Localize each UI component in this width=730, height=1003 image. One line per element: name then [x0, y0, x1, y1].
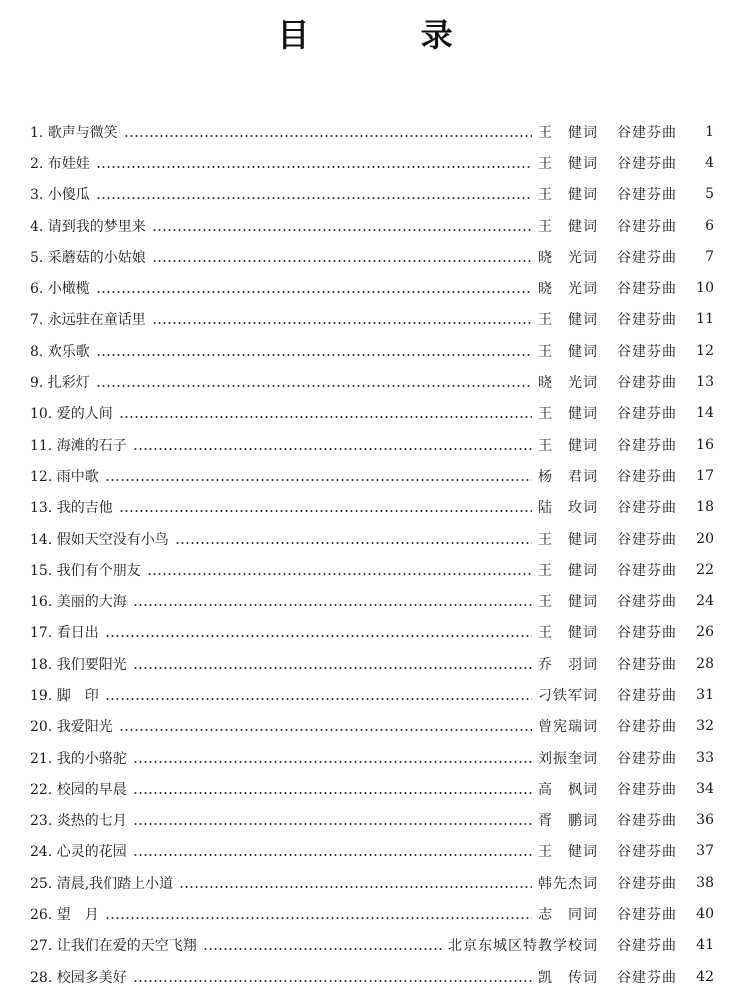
toc-entry-composer: 谷建芬曲 — [617, 969, 677, 986]
toc-entry-page-number: 28 — [696, 655, 714, 672]
toc-entry-lyricist: 王 健词 — [538, 406, 598, 423]
toc-entry-composer: 谷建芬曲 — [617, 625, 677, 642]
toc-entry-page-number: 20 — [696, 530, 714, 547]
toc-entry-lyricist: 乔 羽词 — [538, 656, 598, 673]
toc-entry[interactable] — [30, 210, 714, 241]
toc-entry-page-number: 24 — [696, 593, 714, 610]
toc-entry-page-number: 10 — [696, 280, 714, 297]
toc-entry-page-number: 42 — [696, 968, 714, 985]
toc-entry-title: 28. 校园多美好 — [30, 969, 127, 986]
toc-entry-page-number: 37 — [696, 843, 714, 860]
toc-entry-composer: 谷建芬曲 — [617, 531, 677, 548]
dot-leader — [203, 948, 442, 950]
toc-entry-composer: 谷建芬曲 — [617, 687, 677, 704]
toc-entry-title: 17. 看日出 — [30, 625, 99, 642]
toc-entry-composer: 谷建芬曲 — [617, 719, 677, 736]
toc-entry[interactable] — [30, 116, 714, 147]
toc-entry-page-number: 1 — [705, 123, 714, 140]
toc-entry-composer: 谷建芬曲 — [617, 938, 677, 955]
toc-entry-page-number: 16 — [696, 436, 714, 453]
toc-entry-title: 25. 清晨,我们踏上小道 — [30, 875, 174, 892]
toc-entry-title: 2. 布娃娃 — [30, 155, 90, 172]
toc-entry-title: 9. 扎彩灯 — [30, 375, 90, 392]
toc-entry-composer: 谷建芬曲 — [617, 124, 677, 141]
toc-entry-composer: 谷建芬曲 — [617, 500, 677, 517]
toc-entry-page-number: 41 — [696, 937, 714, 954]
toc-entry-lyricist: 北京东城区特教学校词 — [448, 938, 598, 955]
toc-entry-lyricist: 韩先杰词 — [538, 875, 598, 892]
toc-entry-lyricist: 王 健词 — [538, 124, 598, 141]
toc-entry-lyricist: 王 健词 — [538, 343, 598, 360]
table-of-contents — [30, 116, 714, 992]
toc-entry-lyricist: 王 健词 — [538, 531, 598, 548]
toc-entry-page-number: 14 — [696, 405, 714, 422]
toc-entry-title: 15. 我们有个朋友 — [30, 562, 141, 579]
toc-entry[interactable] — [30, 930, 714, 961]
page-title: 目 录 — [277, 16, 503, 54]
toc-entry-title: 27. 让我们在爱的天空飞翔 — [30, 938, 197, 955]
toc-entry[interactable] — [30, 617, 714, 648]
toc-entry-lyricist: 晓 光词 — [538, 249, 598, 266]
toc-entry-title: 4. 请到我的梦里来 — [30, 218, 146, 235]
toc-entry-title: 21. 我的小骆驼 — [30, 750, 127, 767]
toc-entry-lyricist: 王 健词 — [538, 625, 598, 642]
toc-entry-lyricist: 曾宪瑞词 — [538, 719, 598, 736]
toc-entry[interactable] — [30, 742, 714, 773]
toc-entry-page-number: 32 — [696, 718, 714, 735]
toc-entry-title: 11. 海滩的石子 — [30, 437, 127, 454]
toc-entry-composer: 谷建芬曲 — [617, 907, 677, 924]
toc-entry-composer: 谷建芬曲 — [617, 281, 677, 298]
toc-entry[interactable] — [30, 272, 714, 303]
toc-entry-page-number: 40 — [696, 906, 714, 923]
toc-entry-composer: 谷建芬曲 — [617, 187, 677, 204]
toc-entry-title-group — [30, 935, 442, 955]
toc-entry-composer: 谷建芬曲 — [617, 218, 677, 235]
toc-entry[interactable] — [30, 836, 714, 867]
toc-entry[interactable] — [30, 773, 714, 804]
toc-entry[interactable] — [30, 147, 714, 178]
toc-entry-composer: 谷建芬曲 — [617, 562, 677, 579]
toc-entry-composer: 谷建芬曲 — [617, 312, 677, 329]
toc-entry-lyricist: 王 健词 — [538, 218, 598, 235]
toc-entry-lyricist: 王 健词 — [538, 187, 598, 204]
toc-entry[interactable] — [30, 429, 714, 460]
toc-entry-lyricist: 王 健词 — [538, 155, 598, 172]
toc-entry-composer: 谷建芬曲 — [617, 343, 677, 360]
toc-entry-composer: 谷建芬曲 — [617, 781, 677, 798]
toc-entry[interactable] — [30, 366, 714, 397]
toc-entry-composer: 谷建芬曲 — [617, 249, 677, 266]
toc-entry-composer: 谷建芬曲 — [617, 406, 677, 423]
toc-entry-page-number: 5 — [705, 186, 714, 203]
toc-entry-composer: 谷建芬曲 — [617, 750, 677, 767]
toc-entry-page-number: 17 — [696, 467, 714, 484]
toc-entry-title: 12. 雨中歌 — [30, 468, 99, 485]
toc-entry[interactable] — [30, 523, 714, 554]
toc-entry-title: 19. 脚 印 — [30, 687, 99, 704]
toc-entry-page-number: 38 — [696, 874, 714, 891]
toc-entry[interactable] — [30, 679, 714, 710]
toc-entry[interactable] — [30, 179, 714, 210]
toc-entry-lyricist: 王 健词 — [538, 437, 598, 454]
toc-entry[interactable] — [30, 648, 714, 679]
toc-entry[interactable] — [30, 961, 714, 992]
toc-entry-composer: 谷建芬曲 — [617, 437, 677, 454]
toc-entry[interactable] — [30, 867, 714, 898]
toc-entry-composer: 谷建芬曲 — [617, 875, 677, 892]
toc-entry-title: 20. 我爱阳光 — [30, 719, 113, 736]
toc-entry-composer: 谷建芬曲 — [617, 468, 677, 485]
toc-entry-page-number: 26 — [696, 624, 714, 641]
toc-entry-lyricist: 王 健词 — [538, 844, 598, 861]
toc-entry-composer: 谷建芬曲 — [617, 375, 677, 392]
toc-entry-composer: 谷建芬曲 — [617, 656, 677, 673]
toc-entry[interactable] — [30, 711, 714, 742]
toc-entry-lyricist: 杨 君词 — [538, 468, 598, 485]
toc-entry-title: 6. 小橄榄 — [30, 281, 90, 298]
toc-entry-composer: 谷建芬曲 — [617, 813, 677, 830]
toc-entry-title: 22. 校园的早晨 — [30, 781, 127, 798]
toc-entry[interactable] — [30, 398, 714, 429]
toc-entry[interactable] — [30, 805, 714, 836]
toc-entry-title: 23. 炎热的七月 — [30, 813, 127, 830]
toc-entry-composer: 谷建芬曲 — [617, 155, 677, 172]
toc-entry-page-number: 22 — [696, 561, 714, 578]
toc-entry[interactable] — [30, 241, 714, 272]
toc-entry[interactable] — [30, 460, 714, 491]
toc-entry-title: 26. 望 月 — [30, 907, 99, 924]
toc-entry-title: 14. 假如天空没有小鸟 — [30, 531, 169, 548]
toc-entry-page-number: 12 — [696, 342, 714, 359]
toc-entry[interactable] — [30, 585, 714, 616]
toc-entry[interactable] — [30, 492, 714, 523]
toc-entry-title: 8. 欢乐歌 — [30, 343, 90, 360]
toc-entry-page-number: 18 — [696, 499, 714, 516]
toc-entry-title: 18. 我们要阳光 — [30, 656, 127, 673]
toc-entry-title: 5. 采蘑菇的小姑娘 — [30, 249, 146, 266]
toc-entry-page-number: 11 — [696, 311, 714, 328]
toc-entry[interactable] — [30, 898, 714, 929]
toc-entry-page-number: 4 — [705, 154, 714, 171]
toc-entry-lyricist: 刘振奎词 — [538, 750, 598, 767]
toc-entry-title: 16. 美丽的大海 — [30, 594, 127, 611]
toc-entry-title: 1. 歌声与微笑 — [30, 124, 118, 141]
toc-entry-lyricist: 王 健词 — [538, 312, 598, 329]
toc-entry-composer: 谷建芬曲 — [617, 844, 677, 861]
toc-entry-title: 7. 永远驻在童话里 — [30, 312, 146, 329]
toc-entry-page-number: 6 — [705, 217, 714, 234]
toc-entry-title: 24. 心灵的花园 — [30, 844, 127, 861]
toc-entry-page-number: 33 — [696, 749, 714, 766]
toc-entry[interactable] — [30, 304, 714, 335]
toc-entry-page-number: 36 — [696, 812, 714, 829]
toc-entry-title: 3. 小傻瓜 — [30, 187, 90, 204]
toc-entry-lyricist: 王 健词 — [538, 594, 598, 611]
toc-entry-page-number: 13 — [696, 374, 714, 391]
toc-entry-lyricist: 刁铁军词 — [538, 687, 598, 704]
toc-entry-composer: 谷建芬曲 — [617, 594, 677, 611]
toc-entry-lyricist: 凯 传词 — [538, 969, 598, 986]
toc-entry-title: 13. 我的吉他 — [30, 500, 113, 517]
toc-entry-lyricist: 王 健词 — [538, 562, 598, 579]
toc-entry-page-number: 7 — [705, 248, 714, 265]
toc-entry-title: 10. 爱的人间 — [30, 406, 113, 423]
toc-entry[interactable] — [30, 335, 714, 366]
toc-entry-lyricist: 晓 光词 — [538, 281, 598, 298]
toc-entry-lyricist: 陆 玫词 — [538, 500, 598, 517]
toc-entry-lyricist: 志 同词 — [538, 907, 598, 924]
toc-entry-page-number: 31 — [696, 686, 714, 703]
toc-entry-lyricist: 晓 光词 — [538, 375, 598, 392]
toc-entry-lyricist: 胥 鹏词 — [538, 813, 598, 830]
toc-entry-page-number: 34 — [696, 780, 714, 797]
toc-entry-lyricist: 高 枫词 — [538, 781, 598, 798]
toc-entry[interactable] — [30, 554, 714, 585]
